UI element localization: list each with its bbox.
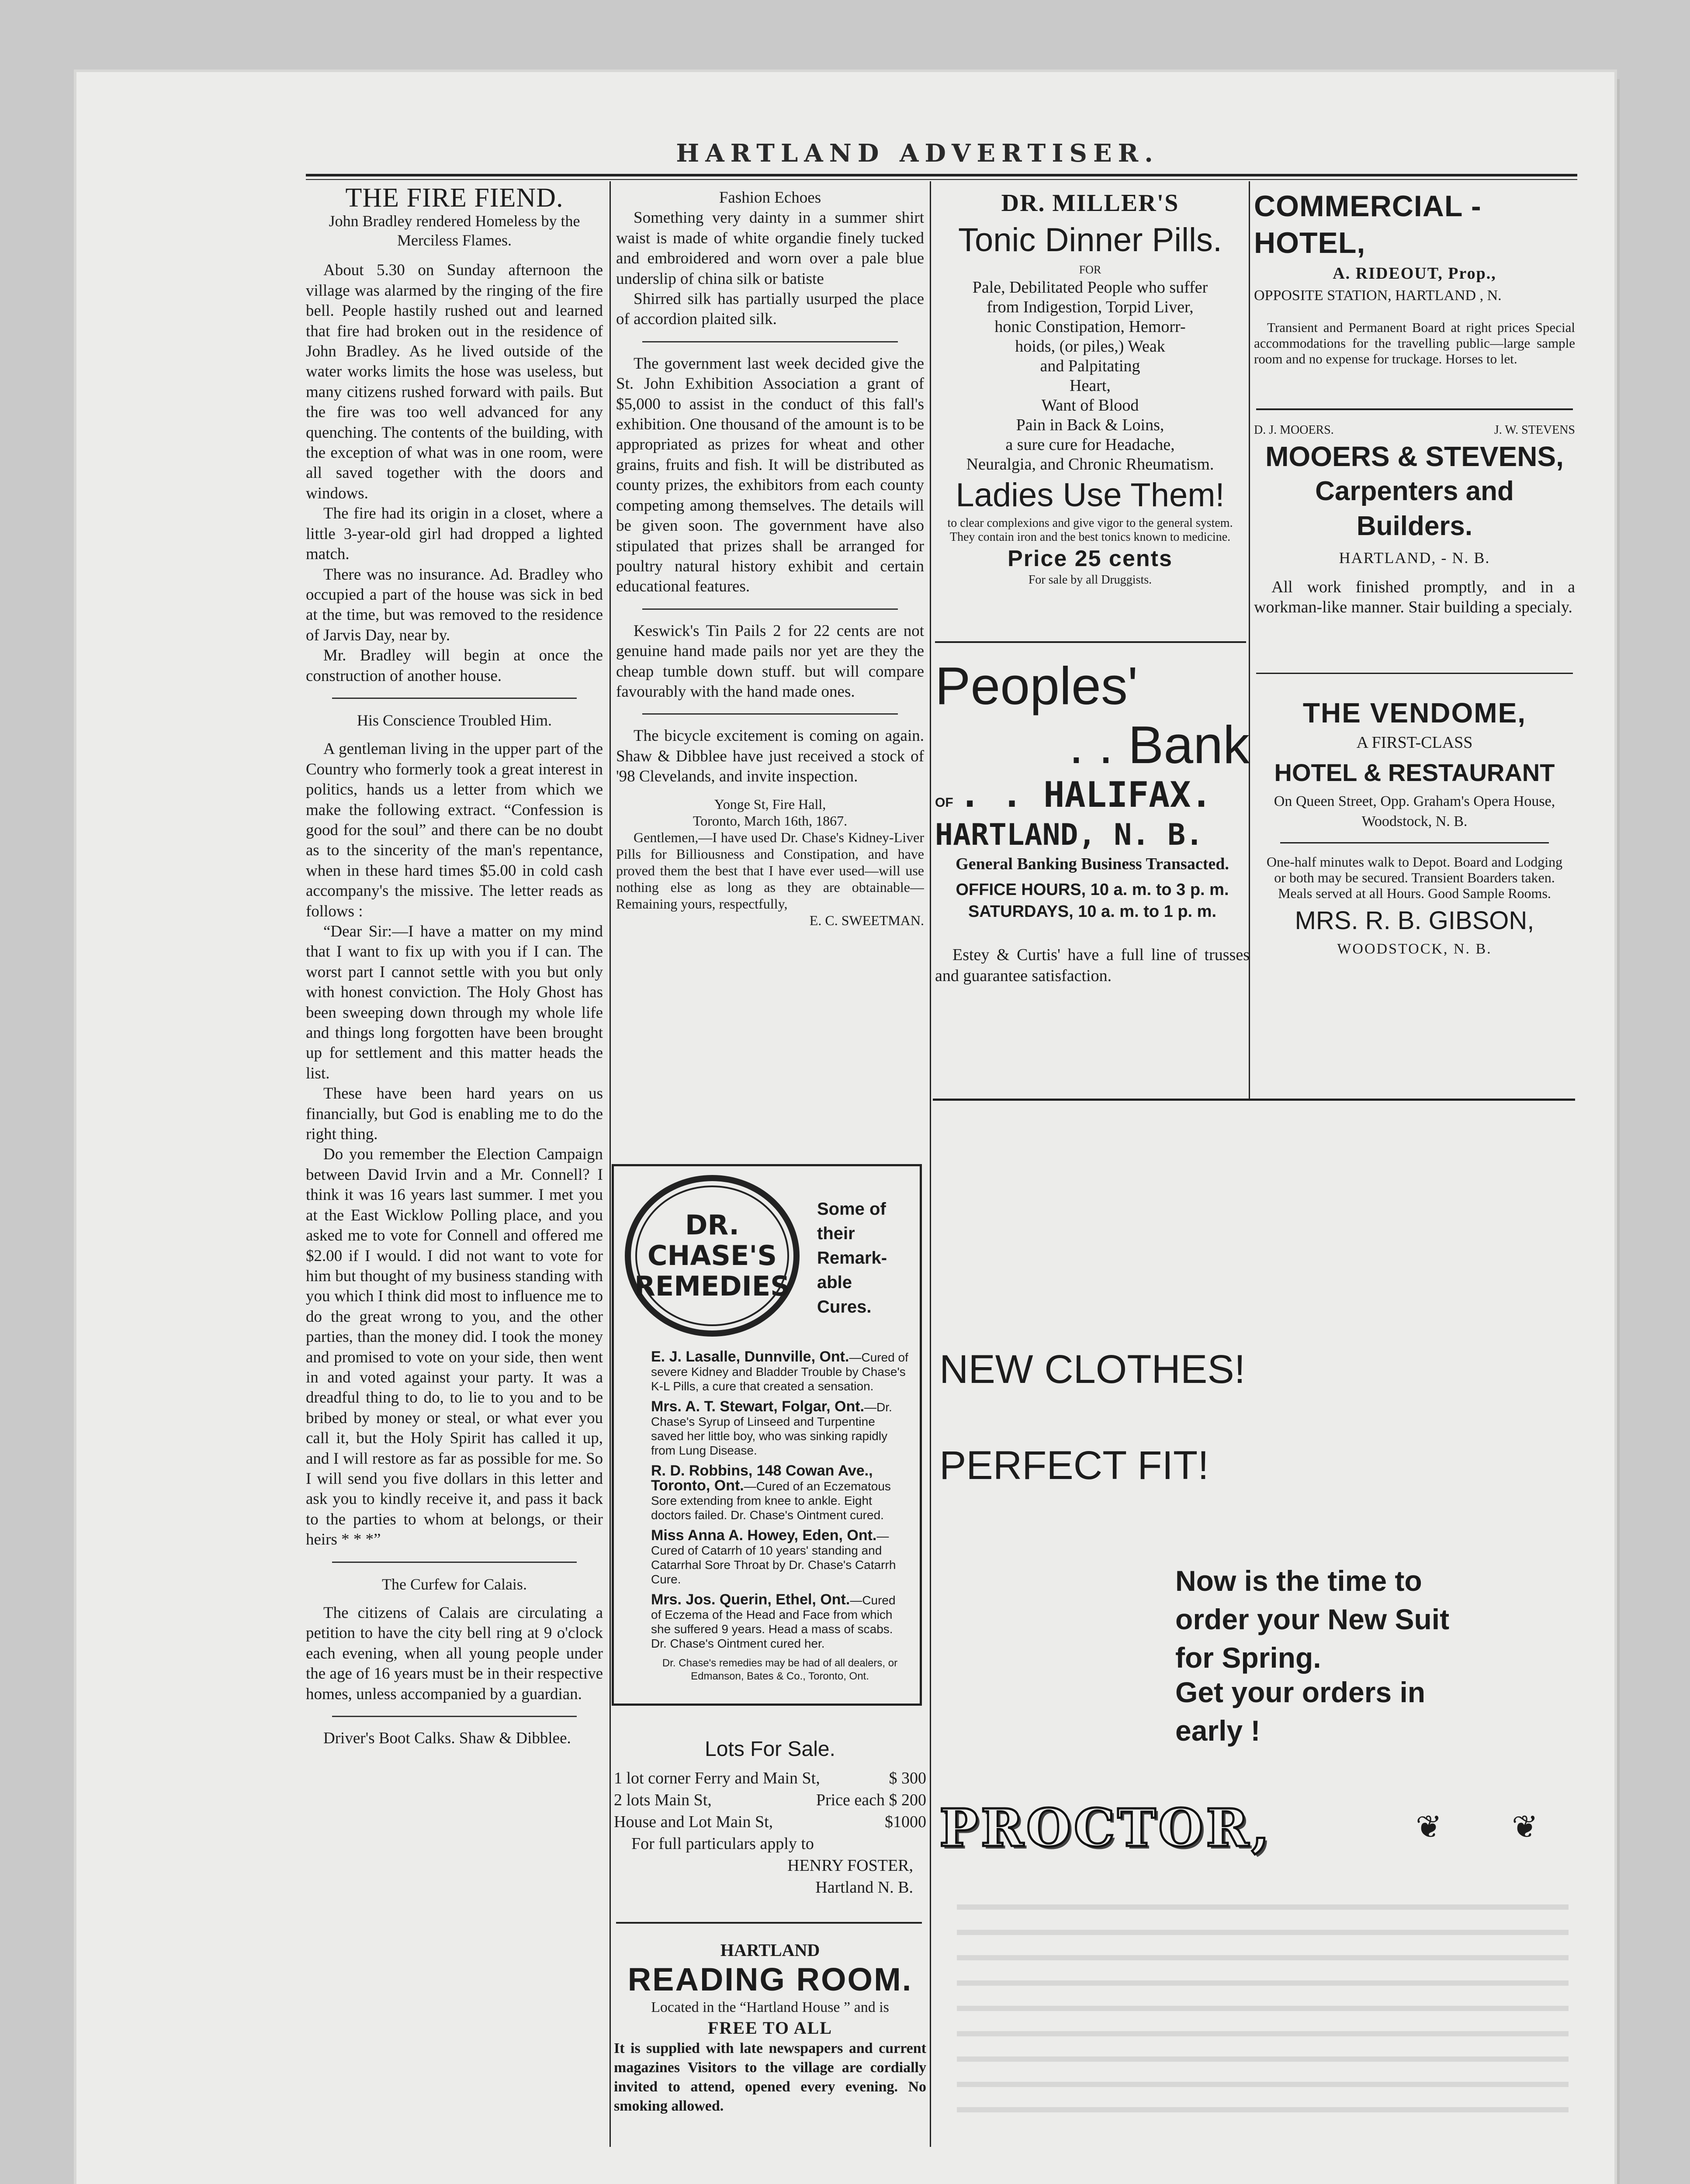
keswick-notice: Keswick's Tin Pails 2 for 22 cents are not genuine hand made pails nor yet are they the cheap tumble down stuff. but will compare favourably with the hand made ones. [616,622,924,701]
article-paragraph: The citizens of Calais are circulating a petition to have the city bell ring at 9 o'clock each evening, when all young people under the age of 16 years must be in their respective homes, unless accompanied by a guardian. [306,1604,603,1703]
article-paragraph: Mr. Bradley will begin at once the construction of another house. [306,646,603,685]
cure-entry [651,1593,909,1651]
lots-contact-place: Hartland N. B. [815,1878,913,1897]
symptom-line: honic Constipation, Hemorr- [994,318,1186,336]
article-title-conscience: His Conscience Troubled Him. [357,711,552,729]
article-separator [642,713,898,715]
reading-room-ad [614,1939,926,2116]
vendome-town: WOODSTOCK, N. B. [1337,941,1492,957]
vendome-body: One-half minutes walk to Depot. Board and Lodging or both may be secured. Transient Boarders taken. Meals served at all Hours. Good Sample Rooms. [1266,854,1563,901]
cure-entry [651,1464,909,1522]
cure-name: Mrs. A. T. Stewart, Folgar, Ont. [651,1398,865,1415]
lot-price: $1000 [885,1813,926,1831]
reading-room-town: HARTLAND [720,1940,820,1960]
masthead-rule [306,174,1577,176]
mooers-body: All work finished promptly, and in a workman-like manner. Stair building a specialy. [1254,578,1575,616]
floral-ornament-icon: ❦ [1416,1810,1442,1845]
dr-chase-side-text: Some of their Remark- able Cures. [817,1199,887,1317]
boot-calks-notice: Driver's Boot Calks. Shaw & Dibblee. [323,1729,571,1748]
cure-entry [651,1400,909,1458]
mooers-partners [1254,422,1575,439]
new-clothes-heading: NEW CLOTHES! [939,1347,1246,1392]
letter-date: Toronto, March 16th, 1867. [693,812,848,829]
show-through-bleed [957,1887,1569,2132]
mooers-title: MOOERS & STEVENS, [1265,441,1564,472]
column-1 [306,188,603,2132]
reading-room-body: It is supplied with late newspapers and current magazines Visitors to the village are cordially invited to attend, opened every evening. No smoking allowed. [614,2040,926,2114]
article-paragraph: Do you remember the Election Campaign between David Irvin and a Mr. Connell? I think it was 16 years last summer. I met you at the East Wicklow Polling place, and you asked me to vote for Connell and offered me $2.00 if I would. I did not want to vote for him but thought of my business standing with you which I think did most to influence me to do the great wrong to you, and the other parties, than the money did. I took the money and promised to vote on your side, then went in and voted against your party. It was a dreadful thing to do, to lie to you and to be bribed by money or steal, or what ever you call it, but the Holy Spirit has called it up, and I will restore as far as possible for me. So I will send you five dollars in this letter and ask you to kindly receive it, and pass it back to the parties to whom at belongs, or their heirs * * *” [306,1145,603,1549]
dr-millers-ad [935,188,1245,587]
article-subtitle: John Bradley rendered Homeless by the Merciless Flames. [329,212,580,249]
lots-contact-name: HENRY FOSTER, [787,1856,913,1875]
proctor-logo-text: PROCTOR, [939,1797,1272,1858]
commercial-title: COMMERCIAL - HOTEL, [1254,190,1482,259]
article-separator [332,1562,577,1563]
bank-bank: . . Bank [1069,715,1250,774]
symptom-line: from Indigestion, Torpid Liver, [987,298,1194,316]
bank-general: General Banking Business Transacted. [956,855,1229,873]
fashion-paragraph: Shirred silk has partially usurped the place of accordion plaited silk. [616,290,924,328]
cure-text: —Cured of severe Kidney and Bladder Trouble by Chase's K-L Pills, a cure that created a sensation. [651,1351,908,1393]
miller-ladies: Ladies Use Them! [956,477,1225,514]
vendome-title: THE VENDOME, [1302,697,1527,729]
get-orders-text: Get your orders in early ! [1175,1676,1426,1747]
lot-row [614,1767,926,1789]
miller-ladies-sub: to clear complexions and give vigor to the general system. [947,516,1233,530]
reading-room-title: READING ROOM. [627,1961,913,1997]
lots-title: Lots For Sale. [705,1738,835,1761]
letter-signature: E. C. SWEETMAN. [809,912,924,928]
lot-row [614,1811,926,1833]
cure-name: Mrs. Jos. Querin, Ethel, Ont. [651,1591,850,1608]
commercial-hotel-ad [1254,188,1575,367]
miller-ladies-sub: They contain iron and the best tonics known to medicine. [949,530,1231,544]
reading-room-free: FREE TO ALL [707,2018,833,2038]
cure-entry [651,1350,909,1393]
partner-left: D. J. MOOERS. [1254,423,1334,437]
dr-chase-logo: DR. CHASE'S REMEDIES [625,1175,800,1337]
lots-apply: For full particulars apply to [631,1835,814,1853]
symptom-line: and Palpitating [1040,357,1140,375]
bank-of-line [935,773,1250,817]
vendome-owner: MRS. R. B. GIBSON, [1295,906,1534,935]
cure-text: —Dr. Chase's Syrup of Linseed and Turpentine saved her little boy, who was sinking rapidly from Lung Disease. [651,1400,892,1457]
mooers-place: HARTLAND, - N. B. [1339,549,1490,567]
partner-right: J. W. STEVENS [1494,423,1575,437]
bank-peoples: Peoples' [935,656,1138,715]
article-paragraph: A gentleman living in the upper part of the Country who formerly took a great interest in politics, hands us a letter from which we make the following extract. “Confession is good for the soul” and there can be no doubt as to the sincerity of the man's repentance, when in these hard times $5.00 in cold cash accompany's the missive. The letter reads as follows : [306,740,603,920]
vendome-ad [1254,695,1575,958]
cure-name: Miss Anna A. Howey, Eden, Ont. [651,1527,877,1544]
cure-text: —Cured of Catarrh of 10 years' standing and Catarrhal Sore Throat by Dr. Chase's Catarrh Cure. [651,1529,896,1586]
lot-row [614,1789,926,1811]
cure-name: R. D. Robbins, 148 Cowan Ave., Toronto, Ont. [651,1462,873,1494]
bank-hartland: HARTLAND, N. B. [935,818,1204,852]
vendome-location: On Queen Street, Opp. Graham's Opera House, Woodstock, N. B. [1274,793,1555,829]
ad-separator [616,1922,922,1924]
now-suit-text: Now is the time to order your New Suit for Spring. [1175,1565,1450,1674]
ad-separator [1256,673,1573,674]
article-paragraph: About 5.30 on Sunday afternoon the village was alarmed by the ringing of the fire bell. People hastily rushed out and learned that fire had broken out in the residence of John Bradley. As he lived outside of the water works limits the hose was useless, but many citizens rushed forward with pails. But the fire was too well advanced for any quenching. The contents of the building, with the exception of what was in one room, were all saved together with the doors and windows. [306,261,603,502]
symptom-line: Heart, [1070,377,1111,395]
ad-inner-rule [1280,842,1549,843]
article-separator [332,1716,577,1717]
article-paragraph: “Dear Sir:—I have a matter on my mind that I want to fix up with you if I can. The worst part I cannot settle with you but only with honest conviction. The Holy Ghost has been sweeping down through my whole life and things long forgotten have been brought up for settlement and this matter heads the list. [306,923,603,1082]
cure-name: E. J. Lasalle, Dunnville, Ont. [651,1350,849,1365]
symptom-line: Pale, Debilitated People who suffer [972,278,1208,297]
lot-item: House and Lot Main St, [614,1813,773,1831]
miller-sale: For sale by all Druggists. [1028,573,1152,587]
perfect-fit-heading: PERFECT FIT! [939,1443,1209,1488]
symptom-line: Want of Blood [1041,396,1139,415]
commercial-location: OPPOSITE STATION, HARTLAND , N. [1254,287,1502,304]
article-separator [642,608,898,610]
lots-for-sale-ad [614,1738,926,1898]
masthead-rule-thin [306,179,1577,180]
bank-hours: OFFICE HOURS, 10 a. m. to 3 p. m. [956,881,1229,899]
ad-separator [935,641,1246,643]
lot-item: 2 lots Main St, [614,1791,712,1809]
mooers-stevens-ad [1254,422,1575,617]
article-paragraph: There was no insurance. Ad. Bradley who occupied a part of the house was sick in bed at the time, but was removed to the residence of Jarvis Day, near by. [306,565,603,644]
vendome-hotel: HOTEL & RESTAURANT [1274,759,1555,786]
article-paragraph: The fire had its origin in a closet, where a little 3-year-old girl had dropped a lighted match. [306,505,603,563]
letter-place: Yonge St, Fire Hall, [714,796,826,812]
mooers-trade: Carpenters and Builders. [1315,476,1514,541]
testimonial-letter: Gentlemen,—I have used Dr. Chase's Kidney-Liver Pills for Billiousness and Constipation, and have proved them the best that I have ever used—will use nothing else as long as they are obtainable—Remaining yours, respectfully, [616,829,924,912]
lot-price: $ 300 [889,1769,926,1787]
article-paragraph: These have been hard years on us financially, but God is enabling me to do the right thing. [306,1085,603,1144]
column-2 [616,188,924,1162]
chase-footer: Dr. Chase's remedies may be had of all dealers, or Edmanson, Bates & Co., Toronto, Ont. [662,1657,898,1682]
estey-curtis-notice: Estey & Curtis' have a full line of trusses and guarantee satisfaction. [935,946,1250,985]
miller-product: Tonic Dinner Pills. [958,221,1222,259]
floral-ornament-icon: ❦ [1512,1810,1538,1845]
article-title-fire-fiend: THE FIRE FIEND. [345,188,564,213]
article-separator [642,341,898,342]
fashion-title: Fashion Echoes [719,189,821,207]
commercial-prop: A. RIDEOUT, Prop., [1333,264,1496,283]
vendome-class: A FIRST-CLASS [1356,733,1473,752]
peoples-bank-ad [935,655,1250,986]
cure-text: —Cured of Eczema of the Head and Face from which she suffered 9 years. Head a mass of scabs. Dr. Chase's Ointment cured her. [651,1593,896,1650]
commercial-body: Transient and Permanent Board at right prices Special accommodations for the travelling public—large sample room and no expense for truckage. Horses to let. [1254,320,1575,366]
masthead: HARTLAND ADVERTISER. [676,139,1159,168]
reading-room-location: Located in the “Hartland House ” and is [651,1999,889,2015]
dr-chase-cures-list [651,1350,909,1683]
column-divider-1 [610,181,611,2147]
bicycle-notice: The bicycle excitement is coming on again. Shaw & Dibblee have just received a stock of '98 Clevelands, and invite inspection. [616,727,924,786]
article-separator [332,698,577,699]
ads-bottom-rule [933,1099,1575,1101]
bank-saturday: SATURDAYS, 10 a. m. to 1 p. m. [968,902,1217,921]
article-title-curfew: The Curfew for Calais. [382,1575,527,1593]
column-divider-2 [930,181,931,2147]
symptom-line: a sure cure for Headache, [1005,435,1175,454]
symptom-line: Pain in Back & Loins, [1016,416,1164,434]
miller-symptoms [935,278,1245,474]
lot-price: Price each $ 200 [816,1791,926,1809]
miller-price: Price 25 cents [1008,546,1173,571]
fashion-paragraph: Something very dainty in a summer shirt waist is made of white organdie finely tucked and embroidered and worn over a pale blue underslip of china silk or batiste [616,209,924,288]
symptom-line: Neuralgia, and Chronic Rheumatism. [966,455,1214,473]
bank-halifax: . . HALIFAX. [959,774,1212,815]
ad-separator [1256,408,1573,410]
cure-text: —Cured of an Eczematous Sore extending from knee to ankle. Eight doctors failed. Dr. Chase's Ointment cured. [651,1479,891,1522]
miller-for: FOR [1079,263,1101,276]
lot-item: 1 lot corner Ferry and Main St, [614,1769,820,1787]
bank-of: OF [935,795,953,810]
cure-entry [651,1528,909,1586]
government-article: The government last week decided give the St. John Exhibition Association a grant of $5,000 to assist in the conduct of this fall's exhibition. One thousand of the amount is to be appropriated as prizes for wheat and other grains, fruits and fish. It will be distributed as county prizes, the exhibitors from each county competing among themselves. The details will be given soon. The government have also stipulated that prizes shall be arranged for poultry natural history exhibit and certain educational features. [616,354,924,596]
miller-title: DR. MILLER'S [1001,190,1179,217]
symptom-line: hoids, (or piles,) Weak [1015,337,1165,356]
